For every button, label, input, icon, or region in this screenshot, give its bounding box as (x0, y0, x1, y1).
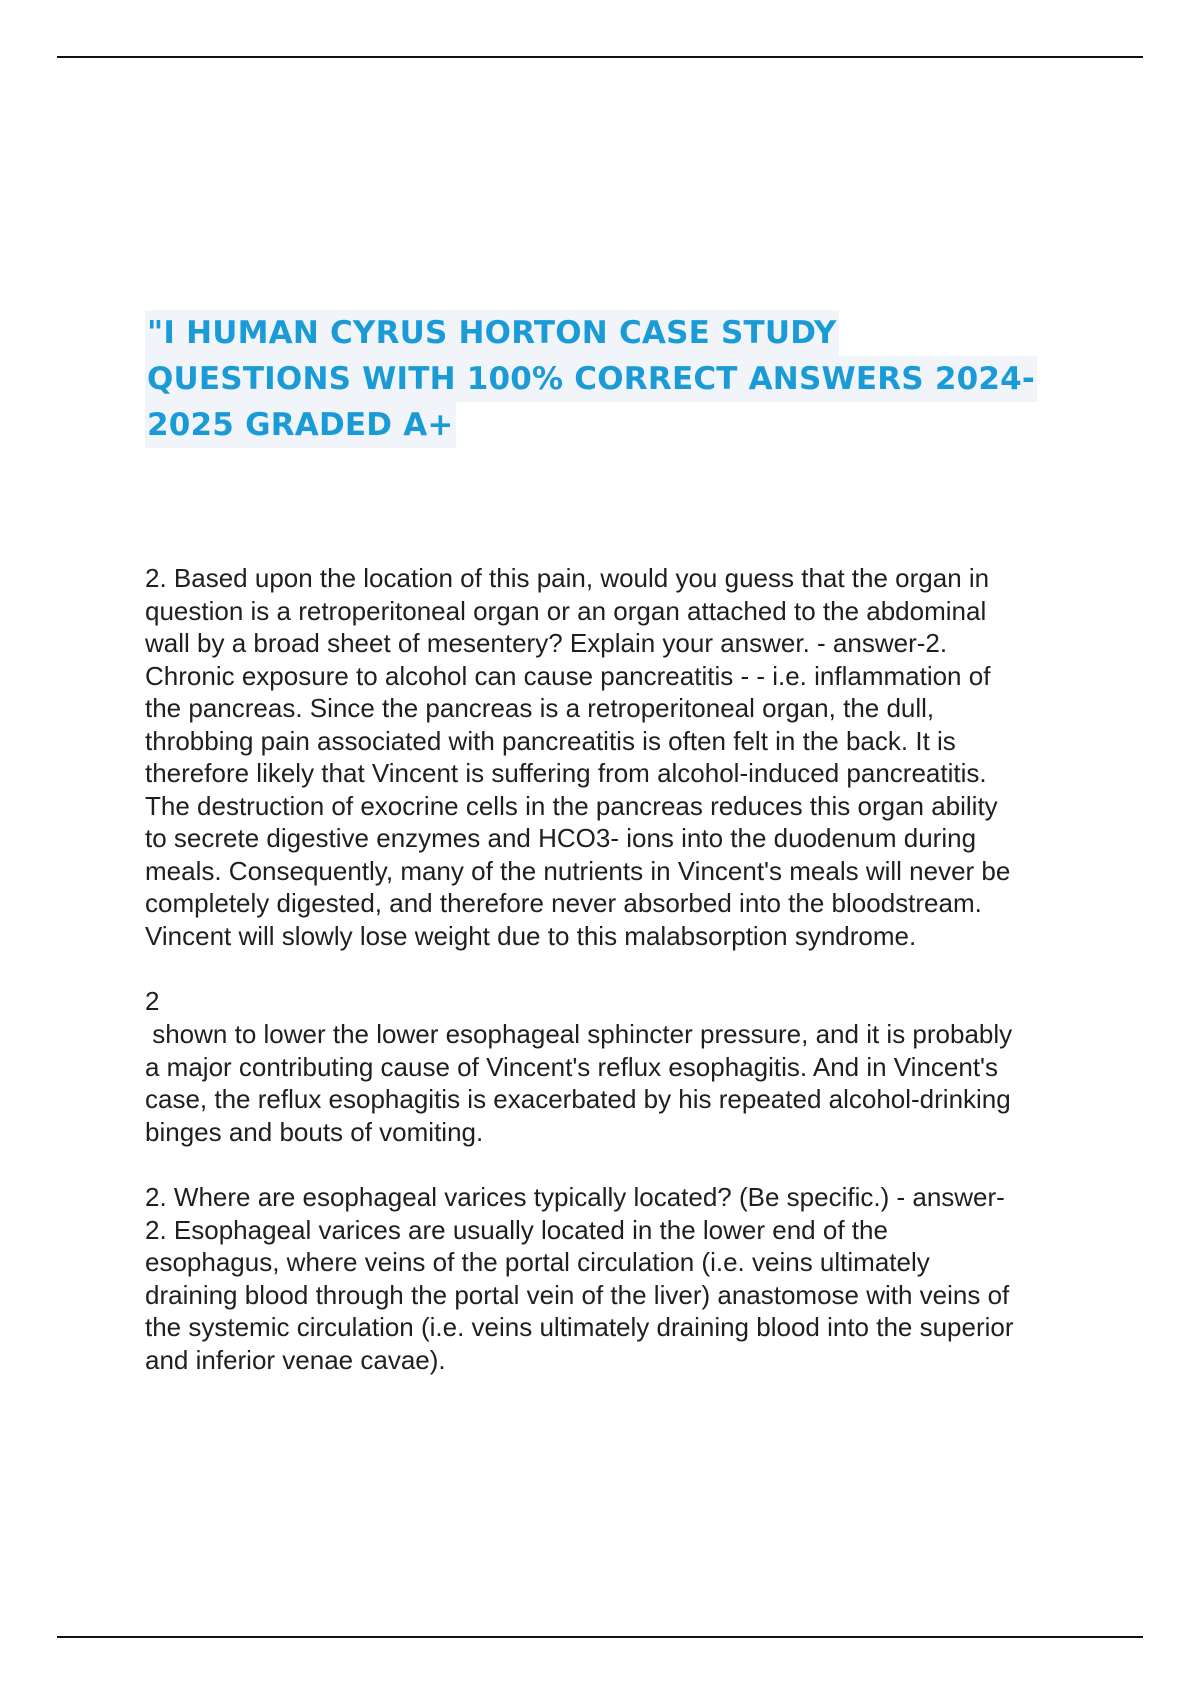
text-line: Chronic exposure to alcohol can cause pancreatitis - - i.e. inflammation of (145, 660, 991, 691)
text-line: to secrete digestive enzymes and HCO3- ions into the duodenum during (145, 823, 977, 853)
question-answer-pancreatitis (145, 562, 1095, 952)
text-line: draining blood through the portal vein of the liver) anastomose with veins of (145, 1279, 1010, 1310)
text-line: wall by a broad sheet of mesentery? Explain your answer. - answer-2. (145, 628, 948, 658)
text-line: the pancreas. Since the pancreas is a retroperitoneal organ, the dull, (145, 693, 935, 723)
text-line: The destruction of exocrine cells in the pancreas reduces this organ ability (145, 790, 998, 821)
text-line: binges and bouts of vomiting. (145, 1116, 484, 1147)
title-line: "I HUMAN CYRUS HORTON CASE STUDY (145, 310, 839, 356)
text-line: throbbing pain associated with pancreatitis is often felt in the back. It is (145, 725, 956, 756)
text-line: 2. Esophageal varices are usually located in the lower end of the (145, 1214, 888, 1245)
question-answer-esophageal-varices (145, 1181, 1095, 1376)
text-line: and inferior venae cavae). (145, 1344, 446, 1375)
text-line: Vincent will slowly lose weight due to this malabsorption syndrome. (145, 920, 917, 951)
text-line: 2. Where are esophageal varices typically located? (Be specific.) - answer- (145, 1182, 1005, 1212)
bottom-rule (57, 1636, 1143, 1638)
title-line: 2025 GRADED A+ (145, 402, 456, 448)
text-line: 2. Based upon the location of this pain, would you guess that the organ in (145, 563, 990, 593)
page-number: 2 (145, 986, 160, 1016)
reflux-esophagitis-paragraph (145, 1018, 1095, 1148)
top-rule (57, 56, 1143, 58)
text-line: question is a retroperitoneal organ or an organ attached to the abdominal (145, 595, 987, 626)
text-line: shown to lower the lower esophageal sphincter pressure, and it is probably (145, 1019, 1013, 1049)
title-line: QUESTIONS WITH 100% CORRECT ANSWERS 2024- (145, 356, 1037, 402)
document-title (145, 310, 1065, 448)
text-line: the systemic circulation (i.e. veins ultimately draining blood into the superior (145, 1312, 1014, 1342)
text-line: therefore likely that Vincent is suffering from alcohol-induced pancreatitis. (145, 758, 987, 788)
text-line: case, the reflux esophagitis is exacerbated by his repeated alcohol-drinking (145, 1084, 1011, 1114)
text-line: esophagus, where veins of the portal circulation (i.e. veins ultimately (145, 1247, 930, 1277)
text-line: completely digested, and therefore never absorbed into the bloodstream. (145, 888, 982, 918)
text-line: a major contributing cause of Vincent's reflux esophagitis. And in Vincent's (145, 1051, 999, 1082)
text-line: meals. Consequently, many of the nutrients in Vincent's meals will never be (145, 855, 1011, 886)
